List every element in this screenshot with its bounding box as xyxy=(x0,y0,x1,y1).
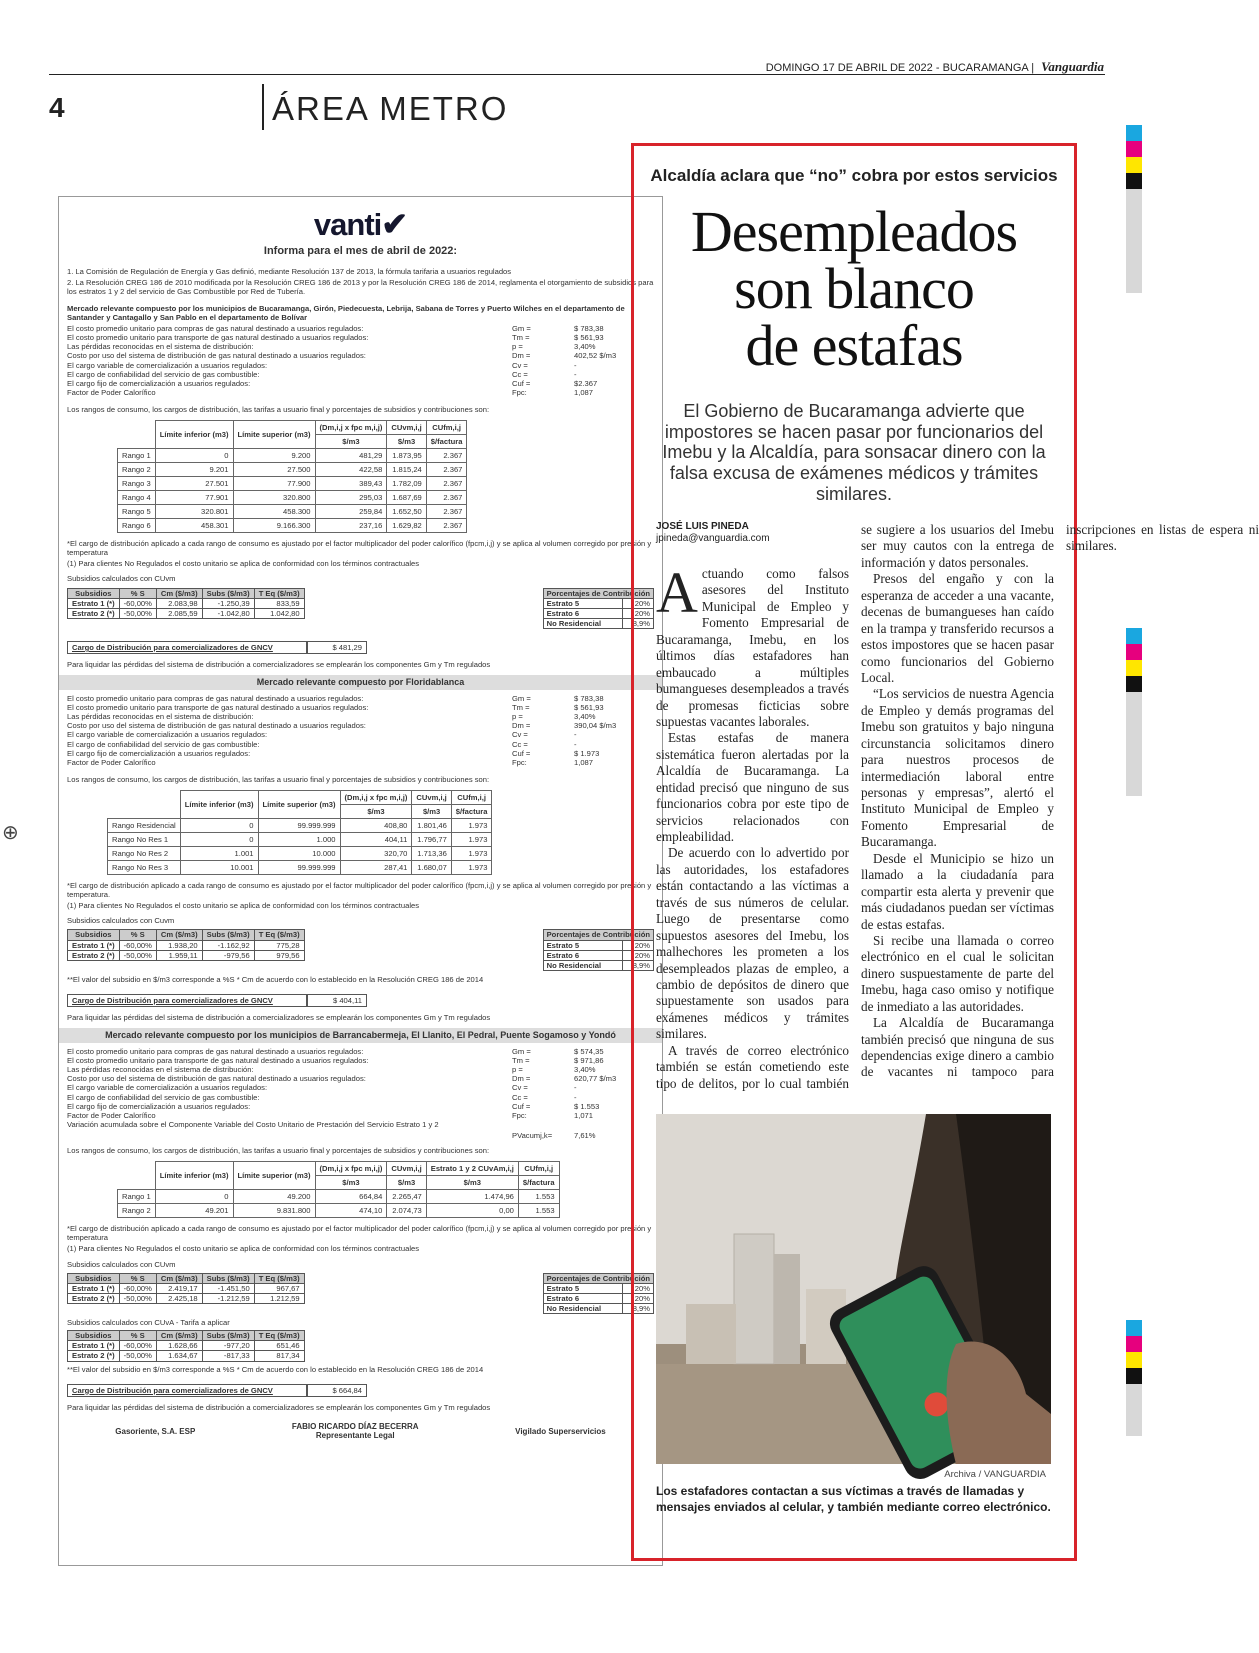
range-row: Rango 5 320.801 458.300 259,84 1.652,50 2.367 xyxy=(118,505,467,519)
contribution-row: No Residencial 8,9% xyxy=(543,618,653,628)
market-3-params xyxy=(67,1047,654,1120)
market-2-note-1: *El cargo de distribución aplicado a cada rango de consumo es ajustado por el factor multiplicador del poder calorífico (fpcm,i,j) y se aplica al volumen corregido por presión y temperatura. xyxy=(67,880,652,900)
contribution-row: No Residencial 8,9% xyxy=(543,1303,653,1313)
page-number: 4 xyxy=(49,92,65,123)
market-1-losses: Para liquidar las pérdidas del sistema de distribución a comercializadores se emplearán los componentes Gm y Tm regulados xyxy=(67,660,491,670)
market-2-losses: Para liquidar las pérdidas del sistema de distribución a comercializadores se emplearán los componentes Gm y Tm regulados xyxy=(67,1013,491,1023)
drop-cap: A xyxy=(656,560,698,625)
market-3-heading: Mercado relevante compuesto por los municipios de Barrancabermeja, El Llanito, El Pedral, Puente Sogamoso y Yondó xyxy=(59,1028,662,1043)
param-row: El costo promedio unitario para compras de gas natural destinado a usuarios regulados: Gm = $ 783,38 xyxy=(67,694,604,703)
market-3-subsidy-note: **El valor del subsidio en $/m3 corresponde a %S * Cm de acuerdo con lo establecido en la Resolución CREG 186 de 2014 xyxy=(67,1364,484,1374)
market-1-range-table: Límite inferior (m3) Límite superior (m3) (Dm,i,j x fpc m,i,j) CUvm,i,j CUfm,i,j $/m3 $/m3 $/factura Rango 1 0 9.200 481,29 1.873,95 2.367 Rango 2 9.201 27.500 422,58 1.815,24 2.367 Rango 3 27.501 77.900 389,43 1.782,09 2.367 Rango 4 77.901 320.800 295,03 1.687,69 2.367 Rango 5 320.801 458.300 259,84 1.652,50 2.367 Rango 6 458.301 9.166.300 237,16 1.629,82 2.367 xyxy=(117,420,467,533)
market-3-losses: Para liquidar las pérdidas del sistema de distribución a comercializadores se emplearán los componentes Gm y Tm regulados xyxy=(67,1402,491,1412)
param-row: El cargo de confiabilidad del servicio de gas combustible: Cc = - xyxy=(67,739,577,749)
article-kicker: Alcaldía aclara que “no” cobra por estos servicios xyxy=(650,166,1058,185)
article-deck: El Gobierno de Bucaramanga advierte que impostores se hacen pasar por funcionarios del Imebu y la Alcaldía, para sonsacar dinero con la falsa excusa de exámenes médicos y trámites similares. xyxy=(662,401,1046,504)
subsidy-row: Estrato 1 (*) -60,00% 2.083,98 -1.250,39 833,59 xyxy=(68,598,305,608)
range-row: Rango 2 49.201 9.831.800 474,10 2.074,73 0,00 1.553 xyxy=(118,1204,560,1218)
param-row: El costo promedio unitario para compras de gas natural destinado a usuarios regulados: Gm = $ 783,38 xyxy=(67,324,604,334)
param-row: Las pérdidas reconocidas en el sistema de distribución: p = 3,40% xyxy=(67,1065,596,1075)
market-3-note-2: (1) Para clientes No Regulados el costo unitario se aplica de conformidad con los términos contractuales xyxy=(67,1244,420,1254)
range-row: Rango 6 458.301 9.166.300 237,16 1.629,82 2.367 xyxy=(118,519,467,533)
subsidy-row: Estrato 1 (*) -60,00% 1.938,20 -1.162,92 775,28 xyxy=(68,940,305,950)
section-divider xyxy=(262,84,264,130)
param-row: El costo promedio unitario para transporte de gas natural destinado a usuarios regulados: Tm = $ 971,86 xyxy=(67,1056,604,1066)
param-row: Costo por uso del sistema de distribución de gas natural destinado a usuarios regulados: Dm = 402,52 $/m3 xyxy=(67,351,617,361)
subsidy-row: Estrato 2 (*) -50,00% 2.085,59 -1.042,80 1.042,80 xyxy=(68,608,305,618)
paragraph-7: Desde el Municipio se hizo un llamado a la ciudadanía para compartir esta alerta y prevenir que más ciudadanos puedan ser víctimas de estas estafas. xyxy=(861,850,1054,932)
paragraph-4: A través de correo electrónico también se están cometiendo este tipo de delitos, por lo cual también se sugiere a los usuarios del Imebu ser muy cautos con la entrega de información y datos personales. xyxy=(656,522,1054,1091)
article-headline: Desempleados son blanco de estafas xyxy=(690,199,1018,378)
market-3-subsidy-table: Subsidios % S Cm ($/m3) Subs ($/m3) T Eq ($/m3) Estrato 1 (*) -60,00% 2.419,17 -1.451,50 967,67 Estrato 2 (*) -50,00% 2.425,18 -1.212,59 1.212,59 xyxy=(67,1273,305,1304)
range-row: Rango 1 0 9.200 481,29 1.873,95 2.367 xyxy=(118,449,467,463)
range-row: Rango No Res 1 0 1.000 404,11 1.796,77 1.973 xyxy=(108,832,492,846)
market-3-contribution-table: Porcentajes de Contribución Estrato 5 20% Estrato 6 20% No Residencial 8,9% xyxy=(543,1273,654,1314)
market-1-ranges-intro: Los rangos de consumo, los cargos de distribución, las tarifas a usuario final y porcentajes de subsidios y contribuciones son: xyxy=(67,405,490,414)
param-row: Factor de Poder Calorífico Fpc: 1,087 xyxy=(67,387,594,397)
color-bar-bottom xyxy=(1126,1320,1142,1436)
author-name: JOSÉ LUIS PINEDA xyxy=(656,521,749,532)
vanti-tariff-notice xyxy=(58,196,663,1566)
param-row: El costo promedio unitario para transporte de gas natural destinado a usuarios regulados: Tm = $ 561,93 xyxy=(67,333,604,343)
market-3-subsidy-caption: Subsidios calculados con CUvm xyxy=(67,1259,176,1269)
market-1-gncv-charge: Cargo de Distribución para comercializadores de GNCV $ 481,29 xyxy=(67,641,367,654)
article-body xyxy=(656,522,1259,1104)
subsidy-row: Estrato 2 (*) -50,00% 2.425,18 -1.212,59 1.212,59 xyxy=(68,1293,305,1303)
intro-2: 2. La Resolución CREG 186 de 2010 modificada por la Resolución CREG 186 de 2013 y por la Resolución CREG 186 de 2014, reglamenta el otorgamiento de subsidios para los estratos 1 y 2 del servicio de Gas Combustible por Red de Tubería. xyxy=(67,277,654,296)
market-3-variation: Variación acumulada sobre el Componente Variable del Costo Unitario de Prestación del Servicio Estrato 1 y 2 xyxy=(67,1119,439,1129)
market-1-heading: Mercado relevante compuesto por los municipios de Bucaramanga, Girón, Piedecuesta, Lebrija, Sabana de Torres y Puerto Wilches en el departamento de Santander y Cantagallo y San Pablo en el departamento de Bolívar xyxy=(67,303,625,323)
market-2-contribution-table: Porcentajes de Contribución Estrato 5 20% Estrato 6 20% No Residencial 8,9% xyxy=(543,929,654,970)
market-1-subsidy-caption: Subsidios calculados con CUvm xyxy=(67,574,176,584)
brand-logo: Vanguardia xyxy=(1041,59,1104,74)
market-1-note-1: *El cargo de distribución aplicado a cada rango de consumo es ajustado por el factor multiplicador del poder calorífico (fpcm,i,j) y se aplica al volumen corregido por presión y temperatura xyxy=(67,539,652,558)
paragraph-6: “Los servicios de nuestra Agencia de Empleo y demás programas del Imebu son gratuitos y bajo ninguna circunstancia solicitamos dinero para nuestros procesos de intermediación laboral entre personas y empresas”, alertó el Instituto Municipal de Empleo y Fomento Empresarial de Bucaramanga. xyxy=(861,686,1054,850)
param-row: Las pérdidas reconocidas en el sistema de distribución: p = 3,40% xyxy=(67,342,596,352)
market-2-subsidy-table: Subsidios % S Cm ($/m3) Subs ($/m3) T Eq ($/m3) Estrato 1 (*) -60,00% 1.938,20 -1.162,92 775,28 Estrato 2 (*) -50,00% 1.959,11 -979,56 979,56 xyxy=(67,929,305,960)
market-3-ranges-intro: Los rangos de consumo, los cargos de distribución, las tarifas a usuario final y porcentajes de subsidios y contribuciones son: xyxy=(67,1146,490,1156)
market-1-subsidy-table: Subsidios % S Cm ($/m3) Subs ($/m3) T Eq ($/m3) Estrato 1 (*) -60,00% 2.083,98 -1.250,39 833,59 Estrato 2 (*) -50,00% 2.085,59 -1.042,80 1.042,80 xyxy=(67,588,305,619)
market-3-range-table: Límite inferior (m3) Límite superior (m3) (Dm,i,j x fpc m,i,j) CUvm,i,j Estrato 1 y 2 CUvAm,i,j CUfm,i,j $/m3 $/m3 $/m3 $/factura Rango 1 0 49.200 664,84 2.265,47 1.474,96 1.553 Rango 2 49.201 9.831.800 474,10 2.074,73 0,00 1.553 xyxy=(117,1161,560,1218)
photo-credit: Archiva / VANGUARDIA xyxy=(944,1469,1046,1480)
subsidy-row: Estrato 1 (*) -60,00% 1.628,66 -977,20 651,46 xyxy=(68,1341,305,1351)
dateline: DOMINGO 17 DE ABRIL DE 2022 - BUCARAMANGA | Vanguardia xyxy=(765,59,1104,74)
param-row: El cargo de confiabilidad del servicio de gas combustible: Cc = - xyxy=(67,369,577,379)
market-1-params xyxy=(67,324,654,397)
market-3-pv: PVacumj,k= 7,61% xyxy=(512,1130,596,1140)
notice-footer xyxy=(67,1422,654,1441)
param-row: El cargo fijo de comercialización a usuarios regulados: Cuf = $2.367 xyxy=(67,378,598,388)
paragraph-2: Estas estafas de manera sistemática fueron alertadas por la Alcaldía de Bucaramanga. La entidad precisó que ninguno de sus funcionarios cobra por este tipo de servicios relacionados con empleabilidad. xyxy=(656,730,849,844)
param-row: Factor de Poder Calorífico Fpc: 1,071 xyxy=(67,1110,594,1120)
market-2-subsidy-caption: Subsidios calculados con Cuvm xyxy=(67,916,175,926)
market-2-heading: Mercado relevante compuesto por Floridablanca xyxy=(59,675,662,690)
range-row: Rango 2 9.201 27.500 422,58 1.815,24 2.367 xyxy=(118,463,467,477)
section-title: ÁREA METRO xyxy=(272,90,509,127)
contribution-row: Estrato 5 20% xyxy=(543,940,653,950)
market-1-contribution-table: Porcentajes de Contribución Estrato 5 20% Estrato 6 20% No Residencial 8,9% xyxy=(543,588,654,629)
param-row: Costo por uso del sistema de distribución de gas natural destinado a usuarios regulados: Dm = 620,77 $/m3 xyxy=(67,1074,617,1084)
market-3-gncv-charge: Cargo de Distribución para comercializadores de GNCV $ 664,84 xyxy=(67,1384,367,1397)
contribution-row: Estrato 6 20% xyxy=(543,608,653,618)
param-row: El cargo variable de comercialización a usuarios regulados: Cv = - xyxy=(67,730,577,740)
market-2-gncv-charge: Cargo de Distribución para comercializadores de GNCV $ 404,11 xyxy=(67,994,367,1007)
subsidy-row: Estrato 2 (*) -50,00% 1.959,11 -979,56 979,56 xyxy=(68,950,305,960)
color-bar-top xyxy=(1126,125,1142,293)
param-row: El cargo variable de comercialización a usuarios regulados: Cv = - xyxy=(67,360,577,370)
phone-scam-photo xyxy=(656,1114,1051,1464)
contribution-row: Estrato 6 20% xyxy=(543,1293,653,1303)
contribution-row: No Residencial 8,9% xyxy=(543,960,653,970)
paragraph-3: De acuerdo con lo advertido por las autoridades, los estafadores están contactando a las víctimas a través de sus números de celular. Luego de presentarse como supuestos asesores del Imebu, los malhechores les prometen a los desempleados plazas de empleo, a cambio de depósitos de dinero que supuestamente son usados para exámenes médicos y trámites similares. xyxy=(656,845,849,1042)
market-2-range-table: Límite inferior (m3) Límite superior (m3) (Dm,i,j x fpc m,i,j) CUvm,i,j CUfm,i,j $/m3 $/m3 $/factura Rango Residencial 0 99.999.999 408,80 1.801,46 1.973 Rango No Res 1 0 1.000 404,11 1.796,77 1.973 Rango No Res 2 1.001 10.000 320,70 1.713,36 1.973 Rango No Res 3 10.001 99.999.999 287,41 1.680,07 1.973 xyxy=(107,790,492,875)
param-row: Factor de Poder Calorífico Fpc: 1,087 xyxy=(67,757,594,767)
vanti-logo: vanti✔ xyxy=(313,206,408,242)
company-name: Gasoriente, S.A. ESP xyxy=(115,1426,196,1436)
market-3-subsidy2-caption: Subsidios calculados con CUvA - Tarifa a aplicar xyxy=(67,1318,230,1328)
subsidy-row: Estrato 2 (*) -50,00% 1.634,67 -817,33 817,34 xyxy=(68,1351,305,1361)
market-2-ranges-intro: Los rangos de consumo, los cargos de distribución, las tarifas a usuario final y porcentajes de subsidios y contribuciones son: xyxy=(67,774,490,784)
market-3-note-1: *El cargo de distribución aplicado a cada rango de consumo es ajustado por el factor multiplicador del poder calorífico (fpcm,i,j) y se aplica al volumen corregido por presión y temperatura xyxy=(67,1224,652,1243)
contribution-row: Estrato 5 20% xyxy=(543,1283,653,1293)
param-row: El cargo de confiabilidad del servicio de gas combustible: Cc = - xyxy=(67,1092,577,1102)
contribution-row: Estrato 5 20% xyxy=(543,598,653,608)
market-2-subsidy-note: **El valor del subsidio en $/m3 corresponde a %S * Cm de acuerdo con lo establecido en la Resolución CREG 186 de 2014 xyxy=(67,974,484,984)
param-row: El cargo variable de comercialización a usuarios regulados: Cv = - xyxy=(67,1083,577,1093)
range-row: Rango 3 27.501 77.900 389,43 1.782,09 2.367 xyxy=(118,477,467,491)
notice-title: Informa para el mes de abril de 2022: xyxy=(263,245,458,258)
range-row: Rango No Res 3 10.001 99.999.999 287,41 1.680,07 1.973 xyxy=(108,860,492,874)
color-bar-middle xyxy=(1126,628,1142,796)
photo-caption: Los estafadores contactan a sus víctimas a través de llamadas y mensajes enviados al celular, y también mediante correo electrónico. xyxy=(656,1484,1051,1514)
param-row: Las pérdidas reconocidas en el sistema de distribución: p = 3,40% xyxy=(67,712,596,722)
intro-1: 1. La Comisión de Regulación de Energía y Gas definió, mediante Resolución 137 de 2013, la fórmula tarifaria a usuarios regulados xyxy=(67,266,512,276)
contribution-row: Estrato 6 20% xyxy=(543,950,653,960)
market-2-params xyxy=(67,694,654,767)
paragraph-1: Actuando como falsos asesores del Instituto Municipal de Empleo y Fomento Empresarial de Bucaramanga, Imebu, en los últimos días estafadores han embaucado a múltiples bumangueses desempleados a través de promesas ficticias sobre supuestas vacantes laborales. xyxy=(656,560,849,729)
article-frame xyxy=(631,143,1259,1561)
subsidy-row: Estrato 1 (*) -60,00% 2.419,17 -1.451,50 967,67 xyxy=(68,1283,305,1293)
paragraph-8: Si recibe una llamada o correo electrónico en el cual le solicitan dinero suspuestamente de parte del Imebu, haga caso omiso y notifique de inmediato a las autoridades. xyxy=(861,932,1054,1014)
param-row: El costo promedio unitario para compras de gas natural destinado a usuarios regulados: Gm = $ 574,35 xyxy=(67,1046,604,1056)
checkmark-icon: ✔ xyxy=(381,206,408,242)
range-row: Rango Residencial 0 99.999.999 408,80 1.801,46 1.973 xyxy=(108,818,492,832)
superservicios-logo: Vigilado Superservicios xyxy=(515,1426,606,1436)
param-row: El costo promedio unitario para transporte de gas natural destinado a usuarios regulados: Tm = $ 561,93 xyxy=(67,703,604,713)
author-email: jpineda@vanguardia.com xyxy=(656,532,770,544)
param-row: El cargo fijo de comercialización a usuarios regulados: Cuf = $ 1.553 xyxy=(67,1101,600,1111)
range-row: Rango 4 77.901 320.800 295,03 1.687,69 2.367 xyxy=(118,491,467,505)
paragraph-9: La Alcaldía de Bucaramanga también precisó que ninguna de sus dependencias exige dinero a cambio de vacantes ni tampoco para inscripciones en listas de espera ni similares. xyxy=(861,522,1259,1080)
market-3-subsidy2-table: Subsidios % S Cm ($/m3) Subs ($/m3) T Eq ($/m3) Estrato 1 (*) -60,00% 1.628,66 -977,20 651,46 Estrato 2 (*) -50,00% 1.634,67 -817,33 817,34 xyxy=(67,1330,305,1361)
market-2-note-2: (1) Para clientes No Regulados el costo unitario se aplica de conformidad con los términos contractuales xyxy=(67,901,420,911)
range-row: Rango No Res 2 1.001 10.000 320,70 1.713,36 1.973 xyxy=(108,846,492,860)
legal-representative: FABIO RICARDO DÍAZ BECERRA Representante Legal xyxy=(291,1421,419,1441)
param-row: Costo por uso del sistema de distribución de gas natural destinado a usuarios regulados: Dm = 390,04 $/m3 xyxy=(67,721,617,731)
registration-mark-icon: ⊕ xyxy=(2,822,19,844)
range-row: Rango 1 0 49.200 664,84 2.265,47 1.474,96 1.553 xyxy=(118,1190,560,1204)
paragraph-5: Presos del engaño y con la esperanza de acceder a una vacante, decenas de bumangueses han caído en la trampa y transferido recursos a estos impostores que se hacen pasar como funcionarios del Gobierno Local. xyxy=(861,571,1054,685)
article-photo xyxy=(656,1114,1051,1464)
market-1-note-2: (1) Para clientes No Regulados el costo unitario se aplica de conformidad con los términos contractuales xyxy=(67,559,420,569)
param-row: El cargo fijo de comercialización a usuarios regulados: Cuf = $ 1.973 xyxy=(67,748,600,758)
